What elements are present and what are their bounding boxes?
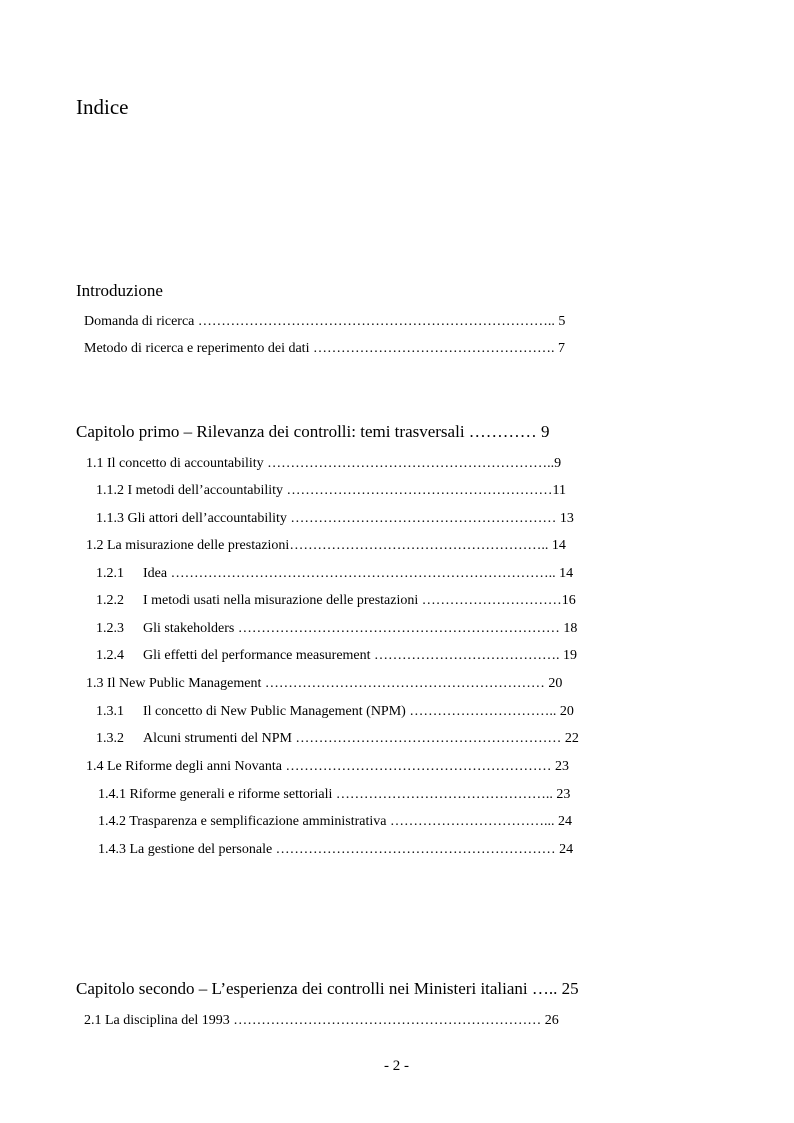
toc-entry-number: 1.2.4 [96,648,124,663]
toc-entry-1-4-1: 1.4.1 Riforme generali e riforme settoriali ……………………………………….. 23 [98,787,571,802]
toc-entry-number: 1.3.2 [96,731,124,746]
intro-heading: Introduzione [76,281,163,300]
toc-entry-number: 1.3.1 [96,704,124,719]
toc-entry-1-4-3: 1.4.3 La gestione del personale …………………………………………………… 24 [98,842,574,857]
toc-entry-number: 1.2.2 [96,593,124,608]
toc-entry-text: I metodi usati nella misurazione delle prestazioni …………………………16 [143,593,576,608]
toc-entry-1-4: 1.4 Le Riforme degli anni Novanta ………………………………………………… 23 [86,759,569,774]
chapter1-heading: Capitolo primo – Rilevanza dei controlli: temi trasversali ………… 9 [76,422,550,441]
toc-entry-text: Gli stakeholders …………………………………………………………… 18 [143,621,578,636]
toc-entry-number: 1.2.3 [96,621,124,636]
toc-entry-1-1: 1.1 Il concetto di accountability ……………………………………………………..9 [86,456,562,471]
toc-entry-1-3: 1.3 Il New Public Management …………………………………………………… 20 [86,676,563,691]
toc-entry-1-2: 1.2 La misurazione delle prestazioni……………………………………………….. 14 [86,538,566,553]
chapter2-heading: Capitolo secondo – L’esperienza dei controlli nei Ministeri italiani ….. 25 [76,979,579,998]
toc-entry-domanda: Domanda di ricerca ………………………………………………………………….. 5 [84,314,566,329]
toc-entry-1-4-2: 1.4.2 Trasparenza e semplificazione amministrativa ……………………………... 24 [98,814,572,829]
toc-entry-2-1: 2.1 La disciplina del 1993 ………………………………………………………… 26 [84,1013,559,1028]
toc-entry-text: Il concetto di New Public Management (NPM) ………………………….. 20 [143,704,574,719]
toc-entry-1-1-3: 1.1.3 Gli attori dell’accountability ………………………………………………… 13 [96,511,574,526]
toc-entry-1-1-2: 1.1.2 I metodi dell’accountability …………………………………………………11 [96,483,566,498]
toc-entry-text: Idea ……………………………………………………………………….. 14 [143,566,574,581]
toc-entry-metodo: Metodo di ricerca e reperimento dei dati ……………………………………………. 7 [84,341,565,356]
toc-entry-text: Alcuni strumenti del NPM ………………………………………………… 22 [143,731,579,746]
page-title: Indice [76,95,129,119]
page-number: - 2 - [384,1058,409,1074]
toc-entry-number: 1.2.1 [96,566,124,581]
toc-entry-text: Gli effetti del performance measurement …………………………………. 19 [143,648,578,663]
